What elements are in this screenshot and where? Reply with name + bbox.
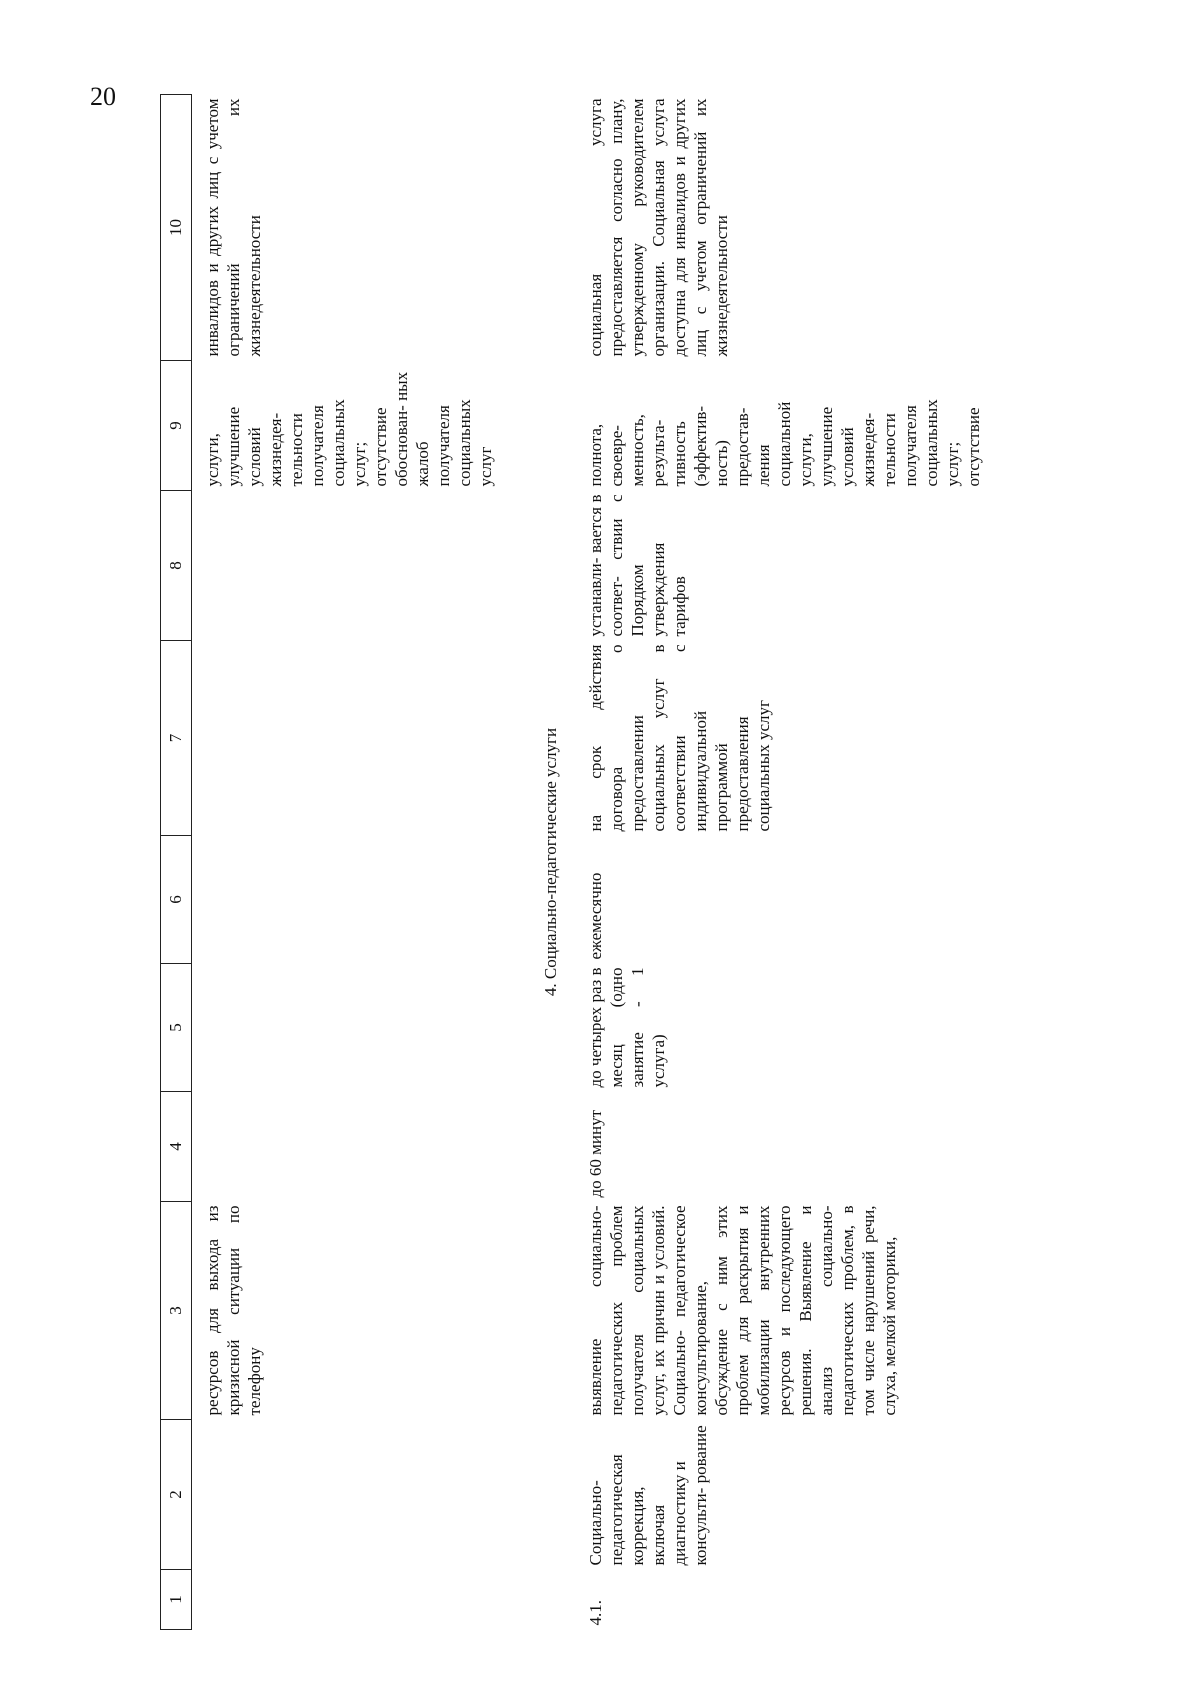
header-col-10: 10 <box>161 95 192 361</box>
header-col-8: 8 <box>161 491 192 641</box>
continuation-quality: услуги, улучшение условий жизнедея- тельности получателя социальных услуг; отсутствие обоснован- ных жалоб получателя социальных услуг <box>203 371 495 487</box>
header-col-2: 2 <box>161 1420 192 1570</box>
row-number: 4.1. <box>585 1600 605 1626</box>
service-volume: до четырех раз в месяц (одно занятие - 1 услуга) <box>585 967 668 1088</box>
header-col-6: 6 <box>161 836 192 964</box>
services-table <box>160 94 984 1630</box>
page-number: 20 <box>90 82 116 111</box>
continuation-conditions: инвалидов и других лиц с учетом ограничений их жизнедеятельности <box>203 98 264 357</box>
continuation-row <box>192 95 522 1630</box>
service-description: выявление социально- педагогических проблем получателя социальных услуг, их причин и условий. Социально- педагогическое консультирование, обсуждение с ним этих проблем для раскрытия и мобилизации внутренних ресурсов и последующего решения. Выявление и анализ социально- педагогических проблем, в том числе нарушений речи, слуха, мелкой моторики, <box>585 1205 899 1416</box>
service-cost: устанавли- вается в соответ- ствии с Порядком утверждения тарифов <box>585 494 689 637</box>
service-conditions: социальная услуга предоставляется согласно плану, утвержденному руководителем организации. Социальная услуга доступна для инвалидов и других лиц с учетом ограничений их жизнедеятельности <box>585 98 731 357</box>
service-periodicity: ежемесячно <box>585 872 605 960</box>
header-col-1: 1 <box>161 1570 192 1630</box>
continuation-description: ресурсов для выхода из кризисной ситуации по телефону <box>203 1205 264 1416</box>
service-duration: до 60 минут <box>585 1109 605 1198</box>
table-row <box>575 95 984 1630</box>
header-col-5: 5 <box>161 964 192 1092</box>
header-col-4: 4 <box>161 1092 192 1202</box>
header-col-9: 9 <box>161 361 192 491</box>
header-row <box>161 95 192 1630</box>
service-quality: полнота, своевре- менность, результа- тивность (эффектив- ность) предостав- ления социальной услуги, улучшение условий жизнедея- тельности получателя социальных услуг; отсутствие <box>585 399 983 487</box>
section-row <box>522 95 575 1630</box>
service-name: Социально- педагогическая коррекция, включая диагностику и консульти- рование <box>585 1425 710 1566</box>
header-col-3: 3 <box>161 1202 192 1420</box>
service-term: на срок действия договора о предоставлении социальных услуг в соответствии с индивидуальной программой предоставления социальных услуг <box>585 644 773 832</box>
header-col-7: 7 <box>161 641 192 836</box>
section-title: 4. Социально-педагогические услуги <box>540 727 560 997</box>
services-table-wrap <box>160 95 984 1630</box>
